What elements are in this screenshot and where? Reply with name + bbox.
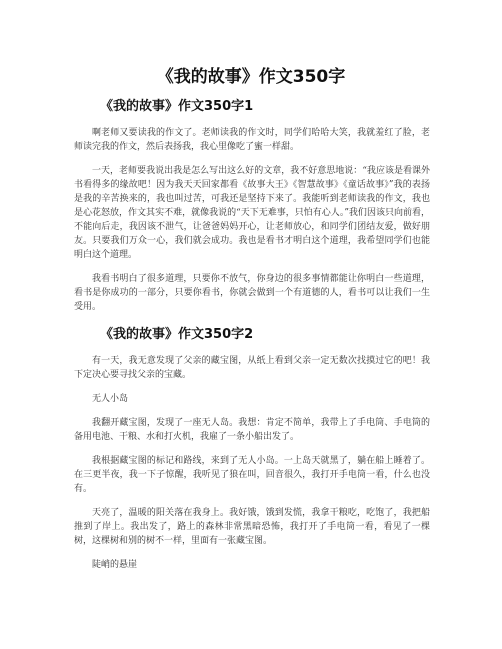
paragraph: 我翻开藏宝图，发现了一座无人岛。我想：肯定不简单，我带上了手电筒、手电筒的备用电池、干粮、水和打火机，我雇了一条小船出发了。 bbox=[74, 418, 430, 442]
paragraph: 一天，老师要我说出我是怎么写出这么好的文章，我不好意思地说：“我应该是看课外书看得多的缘故吧！因为我天天回家都看《故事大王》《智慧故事》《童话故事》”我的表扬是我的辛苦换来的，我也叫过苦，可我还是坚持下来了。我能听到老师读我的作文，我也是心花怒放，作文其实不难，就像我说的“天下无难事，只怕有心人。”我们因该只向前看，不能向后走，我因该不泄气，让爸爸妈妈开心，让老师放心，和同学们团结友爱，做好朋友。只要我们万众一心，我们就会成功。我也是看书才明白这个道理，我希望同学们也能明白这个道理。 bbox=[74, 166, 430, 260]
document-body bbox=[74, 98, 430, 572]
paragraph: 有一天，我无意发现了父亲的藏宝图，从纸上看到父亲一定无数次找摸过它的吧！我下定决心要寻找父亲的宝藏。 bbox=[74, 356, 430, 380]
paragraph: 我根据藏宝图的标记和路线，来到了无人小岛。一上岛天就黑了，躺在船上睡着了。在三更半夜，我一下子惊醒，我听见了狼在叫，回音很久，我打开手电筒一看，什么也没有。 bbox=[74, 456, 430, 494]
section-2 bbox=[74, 326, 430, 572]
section-heading: 《我的故事》作文350字2 bbox=[100, 327, 254, 342]
subheading: 陡峭的悬崖 bbox=[92, 560, 138, 570]
paragraph: 我看书明白了很多道理，只要你不放气，你身边的很多事情都能让你明白一些道理，看书是你成功的一部分，只要你看书，你就会做到一个有道德的人，看书可以让我们一生受用。 bbox=[74, 274, 430, 312]
section-heading: 《我的故事》作文350字1 bbox=[100, 99, 254, 114]
subheading: 无人小岛 bbox=[92, 394, 129, 404]
document-title: 《我的故事》作文350字 bbox=[156, 67, 346, 87]
paragraph: 啊老师又要读我的作文了。老师读我的作文时，同学们哈哈大笑，我就羞红了脸，老师读完我的作文，然后表扬我，我心里像吃了蜜一样甜。 bbox=[74, 128, 430, 152]
section-1 bbox=[74, 98, 430, 314]
paragraph: 天亮了，温暖的阳关落在我身上。我好饿，饿到发慌，我拿干粮吃，吃饱了，我把船推到了岸上。我出发了，路上的森林非常黑暗恐怖，我打开了手电筒一看，看见了一棵树，这棵树和别的树不一样，里面有一张藏宝图。 bbox=[74, 508, 430, 546]
